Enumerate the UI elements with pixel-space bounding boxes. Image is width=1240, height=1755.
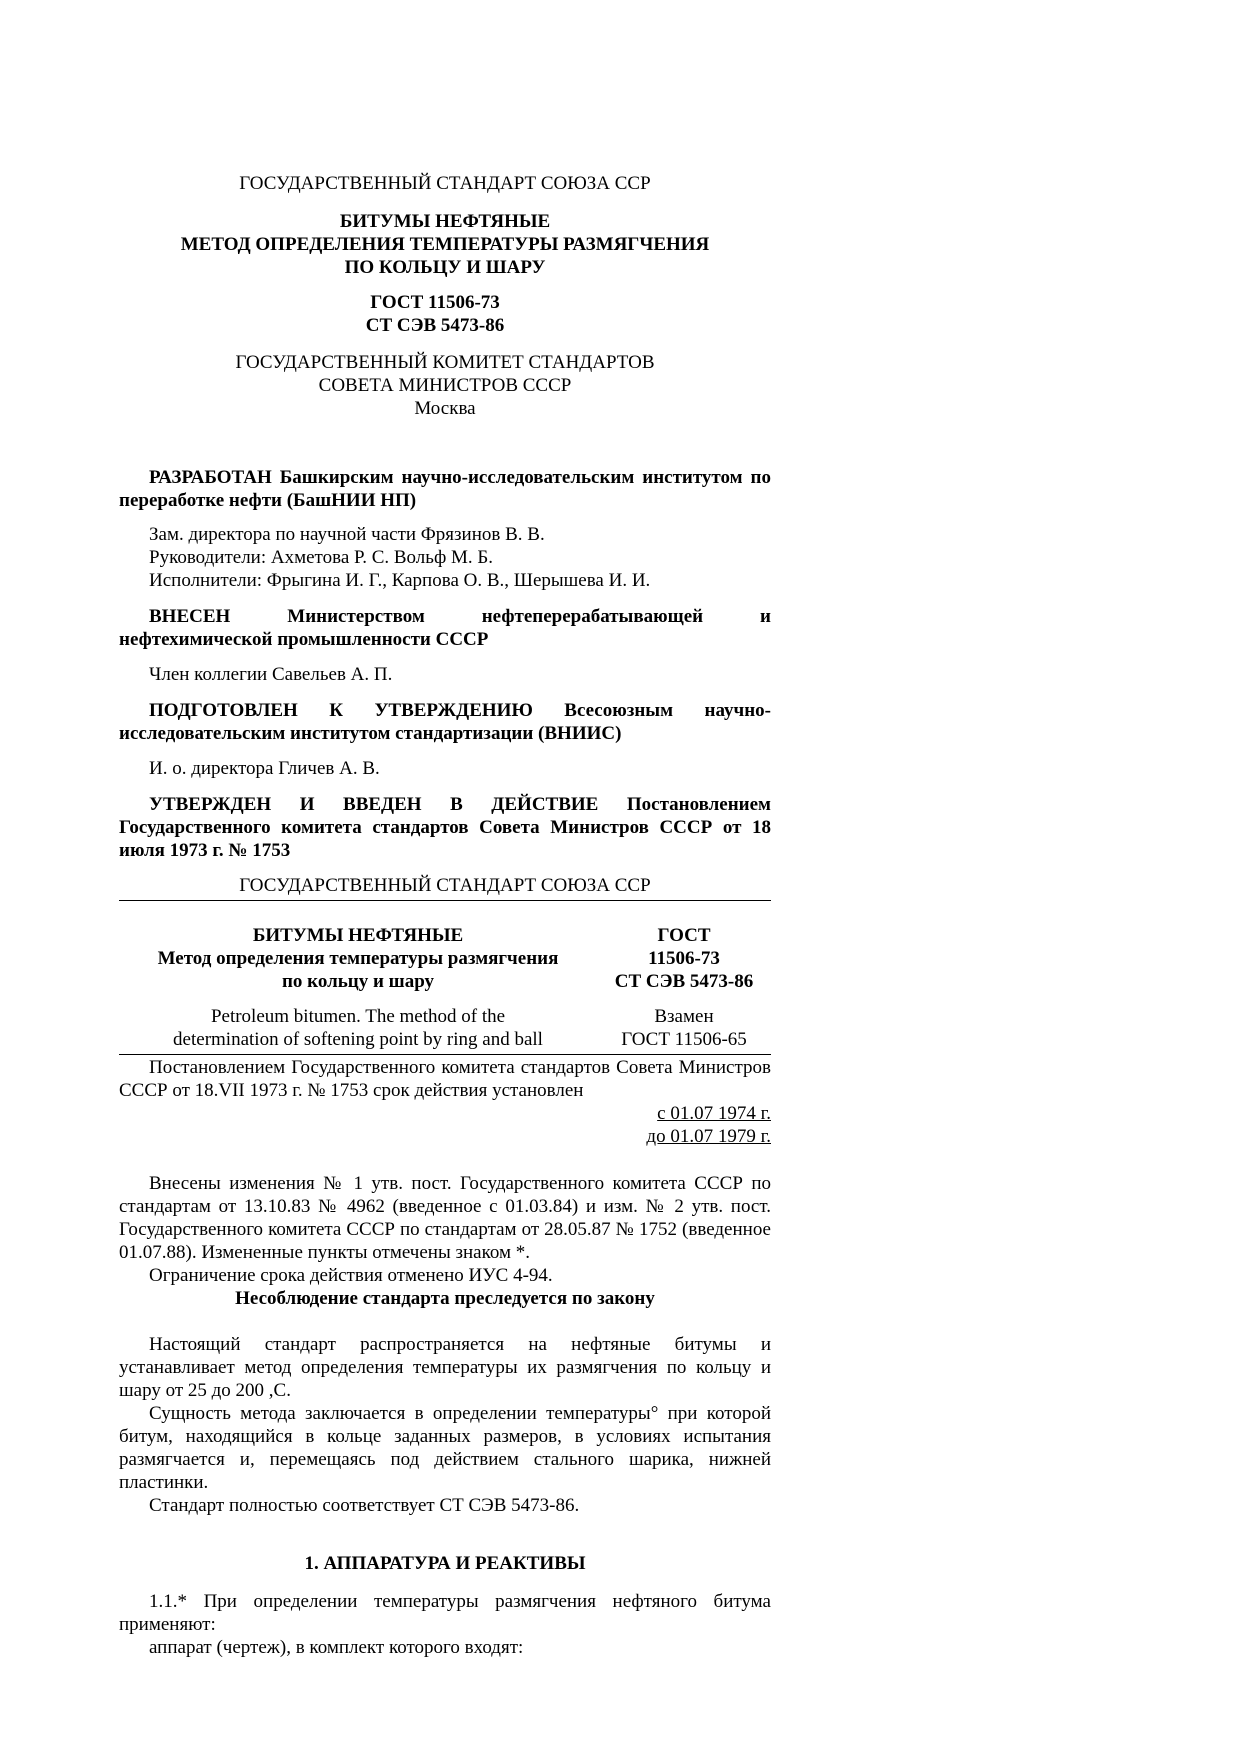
introduced-by: ВНЕСЕН Министерством нефтеперерабатывающей и нефтехимической промышленности СССР xyxy=(119,606,771,650)
committee-line-2: СОВЕТА МИНИСТРОВ СССР xyxy=(318,375,572,396)
apparatus-line: аппарат (чертеж), в комплект которого входят: xyxy=(149,1637,524,1658)
standard-header-table xyxy=(119,924,771,1051)
developers-list xyxy=(149,523,801,592)
developed-by: РАЗРАБОТАН Башкирским научно-исследовательским институтом по переработке нефти (БашНИИ НП) xyxy=(119,467,771,511)
replaces-cell xyxy=(597,993,771,1051)
conformity-paragraph: Стандарт полностью соответствует СТ СЭВ 5473-86. xyxy=(149,1495,580,1516)
acting-director: И. о. директора Гличев А. В. xyxy=(149,758,380,779)
english-title-cell xyxy=(119,993,597,1051)
prepared-by: ПОДГОТОВЛЕН К УТВЕРЖДЕНИЮ Всесоюзным научно-исследовательским институтом стандартизации (ВНИИС) xyxy=(119,700,771,744)
document-title xyxy=(119,210,771,279)
city: Москва xyxy=(414,398,476,419)
validity-to: до 01.07 1979 г. xyxy=(646,1126,771,1147)
st-sev-number: СТ СЭВ 5473-86 xyxy=(365,315,505,336)
board-member: Член коллегии Савельев А. П. xyxy=(149,664,393,685)
legal-notice: Несоблюдение стандарта преследуется по закону xyxy=(235,1288,655,1309)
approved-by: УТВЕРЖДЕН И ВВЕДЕН В ДЕЙСТВИЕ Постановлением Государственного комитета стандартов Совета Министров СССР от 18 июля 1973 г. № 1753 xyxy=(119,794,771,861)
english-title-1: Petroleum bitumen. The method of the xyxy=(210,1006,506,1027)
performers: Исполнители: Фрыгина И. Г., Карпова О. В., Шерышева И. И. xyxy=(149,570,651,591)
validity-text: Постановлением Государственного комитета стандартов Совета Министров СССР от 18.VII 1973 г. № 1753 срок действия установлен xyxy=(119,1057,771,1101)
header-title-2: Метод определения температуры размягчения xyxy=(157,948,559,969)
scope-paragraph: Настоящий стандарт распространяется на нефтяные битумы и устанавливает метод определения температуры их размягчения по кольцу и шару от 25 до 200 ,С. xyxy=(119,1334,771,1401)
essence-paragraph: Сущность метода заключается в определении температуры° при которой битум, находящийся в кольце заданных размеров, в условиях испытания размягчается и, перемещаясь под действием стального шарика, нижней пластинки. xyxy=(119,1403,771,1493)
replaces-label: Взамен xyxy=(654,1006,714,1027)
committee-line-1: ГОСУДАРСТВЕННЫЙ КОМИТЕТ СТАНДАРТОВ xyxy=(235,352,655,373)
gost-label: ГОСТ xyxy=(657,925,711,946)
title-line-1: БИТУМЫ НЕФТЯНЫЕ xyxy=(339,211,551,232)
publisher-block xyxy=(119,351,771,420)
english-title-2: determination of softening point by ring and ball xyxy=(173,1029,543,1050)
header-number-cell xyxy=(597,924,771,993)
amendments-text: Внесены изменения № 1 утв. пост. Государственного комитета СССР по стандартам от 13.10.83 № 4962 (введенное с 01.03.84) и изм. № 2 утв. пост. Государственного комитета СССР по стандартам от 28.05.87 № 1752 (введенное 01.07.88). Измененные пункты отмечены знаком *. xyxy=(119,1173,771,1263)
st-sev-number-2: СТ СЭВ 5473-86 xyxy=(614,971,754,992)
gost-number: ГОСТ 11506-73 xyxy=(370,292,500,313)
state-standard-heading-2: ГОСУДАРСТВЕННЫЙ СТАНДАРТ СОЮЗА ССР xyxy=(239,875,651,896)
header-title-3: по кольцу и шару xyxy=(281,971,435,992)
header-bottom-rule xyxy=(119,1054,771,1055)
validity-from: с 01.07 1974 г. xyxy=(657,1103,771,1124)
validity-dates xyxy=(119,1102,771,1148)
header-title-1: БИТУМЫ НЕФТЯНЫЕ xyxy=(252,925,464,946)
limit-cancelled: Ограничение срока действия отменено ИУС 4-94. xyxy=(149,1265,553,1286)
standard-numbers xyxy=(109,291,761,337)
replaced-standard: ГОСТ 11506-65 xyxy=(621,1029,747,1050)
leaders: Руководители: Ахметова Р. С. Вольф М. Б. xyxy=(149,547,494,568)
section-title: 1. АППАРАТУРА И РЕАКТИВЫ xyxy=(304,1553,586,1574)
gost-number-2: 11506-73 xyxy=(648,948,720,969)
header-top-rule xyxy=(119,900,771,901)
deputy-director: Зам. директора по научной части Фрязинов В. В. xyxy=(149,524,545,545)
clause-1-1: 1.1.* При определении температуры размягчения нефтяного битума применяют: xyxy=(119,1591,771,1635)
title-line-2: МЕТОД ОПРЕДЕЛЕНИЯ ТЕМПЕРАТУРЫ РАЗМЯГЧЕНИЯ xyxy=(180,234,710,255)
header-title-cell xyxy=(119,924,597,993)
title-line-3: ПО КОЛЬЦУ И ШАРУ xyxy=(344,257,546,278)
state-standard-heading: ГОСУДАРСТВЕННЫЙ СТАНДАРТ СОЮЗА ССР xyxy=(239,173,651,194)
